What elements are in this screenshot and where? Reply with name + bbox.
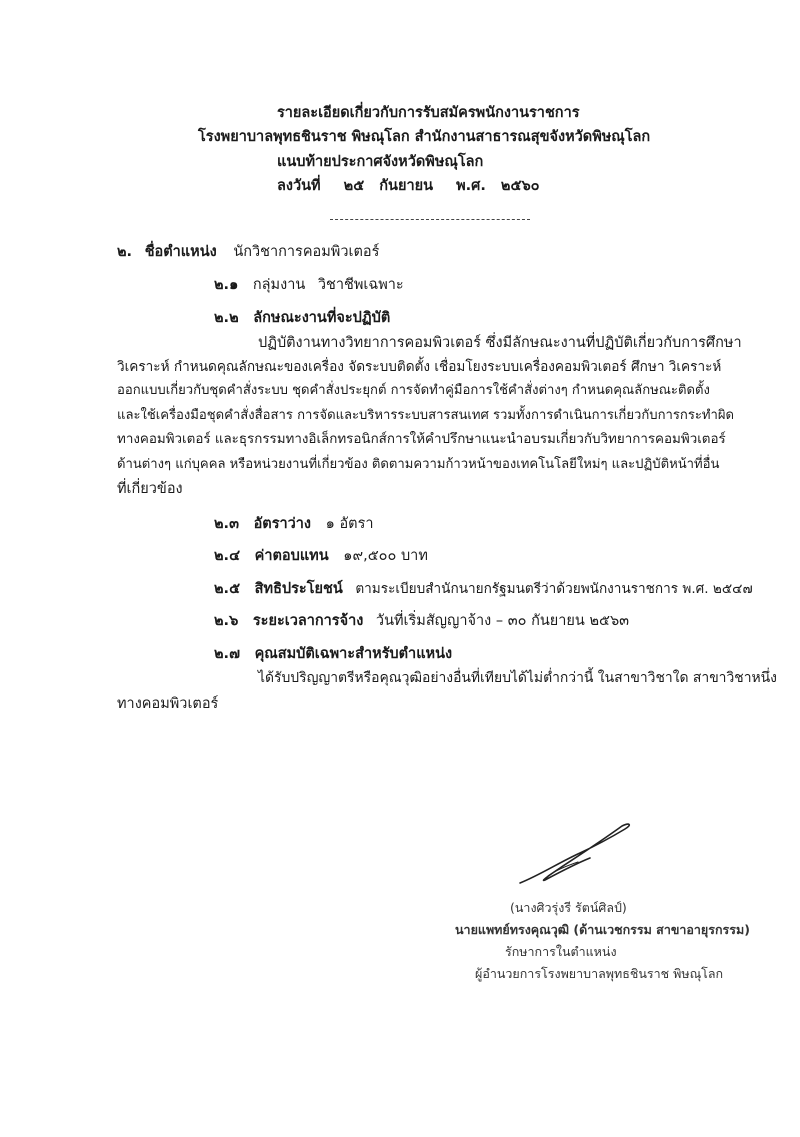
header-date-line — [277, 177, 540, 195]
item-2-1-label: กลุ่มงาน — [252, 277, 306, 293]
item-2-5-label: สิทธิประโยชน์ — [254, 581, 343, 597]
qualification-line-2: ทางคอมพิวเตอร์ — [117, 696, 219, 712]
item-2-2 — [214, 309, 390, 327]
item-2-3-label: อัตราว่าง — [253, 516, 312, 532]
date-month: กันยายน — [379, 178, 433, 194]
item-2-7-label: คุณสมบัติเฉพาะสำหรับตำแหน่ง — [254, 646, 453, 662]
item-2-2-number: ๒.๒ — [214, 310, 239, 326]
item-2-6-value: วันที่เริ่มสัญญาจ้าง – ๓๐ กันยายน ๒๕๖๓ — [375, 613, 630, 629]
item-2-2-label: ลักษณะงานที่จะปฏิบัติ — [253, 310, 391, 326]
position-title: นักวิชาการคอมพิวเตอร์ — [233, 244, 380, 260]
duty-line-7: ที่เกี่ยวข้อง — [117, 481, 183, 497]
header-line-2: โรงพยาบาลพุทธชินราช พิษณุโลก สำนักงานสาธารณสุขจังหวัดพิษณุโลก — [198, 129, 651, 145]
item-2-3-value: ๑ อัตรา — [325, 516, 374, 532]
header-line-3: แนบท้ายประกาศจังหวัดพิษณุโลก — [277, 154, 484, 170]
position-label: ชื่อตำแหน่ง — [144, 244, 217, 260]
duty-line-1: ปฏิบัติงานทางวิทยาการคอมพิวเตอร์ ซึ่งมีลักษณะงานที่ปฏิบัติเกี่ยวกับการศึกษา — [258, 335, 742, 351]
item-2-5-number: ๒.๕ — [214, 581, 241, 597]
item-2-6 — [214, 612, 629, 630]
date-prefix: ลงวันที่ — [277, 178, 321, 194]
date-year: ๒๕๖๐ — [500, 178, 540, 194]
header-divider — [330, 219, 530, 220]
duty-line-2: วิเคราะห์ กำหนดคุณลักษณะของเครื่อง จัดระบบติดตั้ง เชื่อมโยงระบบเครื่องคอมพิวเตอร์ ศึกษา วิเคราะห์ — [117, 359, 722, 375]
position-number: ๒. — [117, 244, 133, 260]
header-line-1: รายละเอียดเกี่ยวกับการรับสมัครพนักงานราชการ — [277, 105, 580, 121]
signatory-title-3: ผู้อำนวยการโรงพยาบาลพุทธชินราช พิษณุโลก — [475, 966, 724, 981]
duty-line-5: ทางคอมพิวเตอร์ และธุรกรรมทางอิเล็กทรอนิกส์การให้คำปรึกษาแนะนำอบรมเกี่ยวกับวิทยาการคอมพิวเตอร์ — [117, 432, 726, 447]
item-2-4-value: ๑๙,๕๐๐ บาท — [343, 548, 428, 564]
signatory-name: (นางศิวรุ่งรี รัตน์ศิลป์) — [510, 900, 627, 915]
item-2-6-number: ๒.๖ — [214, 613, 239, 629]
item-2-1 — [214, 276, 404, 294]
position-line — [117, 243, 379, 261]
duty-line-3: ออกแบบเกี่ยวกับชุดคำสั่งระบบ ชุดคำสั่งประยุกต์ การจัดทำคู่มือการใช้คำสั่งต่างๆ กำหนดคุณลักษณะติดตั้ง — [117, 383, 710, 398]
item-2-7-number: ๒.๗ — [214, 646, 240, 662]
date-day: ๒๕ — [343, 178, 365, 194]
item-2-1-number: ๒.๑ — [214, 277, 239, 293]
item-2-5 — [214, 580, 753, 598]
signatory-title-2: รักษาการในตำแหน่ง — [505, 944, 617, 959]
item-2-4-label: ค่าตอบแทน — [254, 548, 329, 564]
date-era: พ.ศ. — [456, 178, 486, 194]
qualification-line-1: ได้รับปริญญาตรีหรือคุณวุฒิอย่างอื่นที่เทียบได้ไม่ต่ำกว่านี้ ในสาขาวิชาใด สาขาวิชาหนึ่ง — [258, 670, 777, 686]
item-2-3-number: ๒.๓ — [214, 516, 239, 532]
duty-line-6: ด้านต่างๆ แก่บุคคล หรือหน่วยงานที่เกี่ยวข้อง ติดตามความก้าวหน้าของเทคโนโลยีใหม่ๆ และปฏิบัติหน้าที่อื่น — [117, 457, 720, 472]
item-2-5-value: ตามระเบียบสำนักนายกรัฐมนตรีว่าด้วยพนักงานราชการ พ.ศ. ๒๕๔๗ — [355, 581, 753, 597]
signatory-title-1: นายแพทย์ทรงคุณวุฒิ (ด้านเวชกรรม สาขาอายุรกรรม) — [455, 922, 750, 937]
item-2-6-label: ระยะเวลาการจ้าง — [252, 613, 364, 629]
item-2-4-number: ๒.๔ — [214, 548, 241, 564]
item-2-4 — [214, 547, 428, 565]
duty-line-4: และใช้เครื่องมือชุดคำสั่งสื่อสาร การจัดและบริหารระบบสารสนเทศ รวมทั้งการดำเนินการเกี่ยวกับการกระทำผิด — [117, 408, 735, 423]
item-2-1-value: วิชาชีพเฉพาะ — [317, 277, 404, 293]
item-2-7 — [214, 645, 452, 663]
item-2-3 — [214, 515, 374, 533]
